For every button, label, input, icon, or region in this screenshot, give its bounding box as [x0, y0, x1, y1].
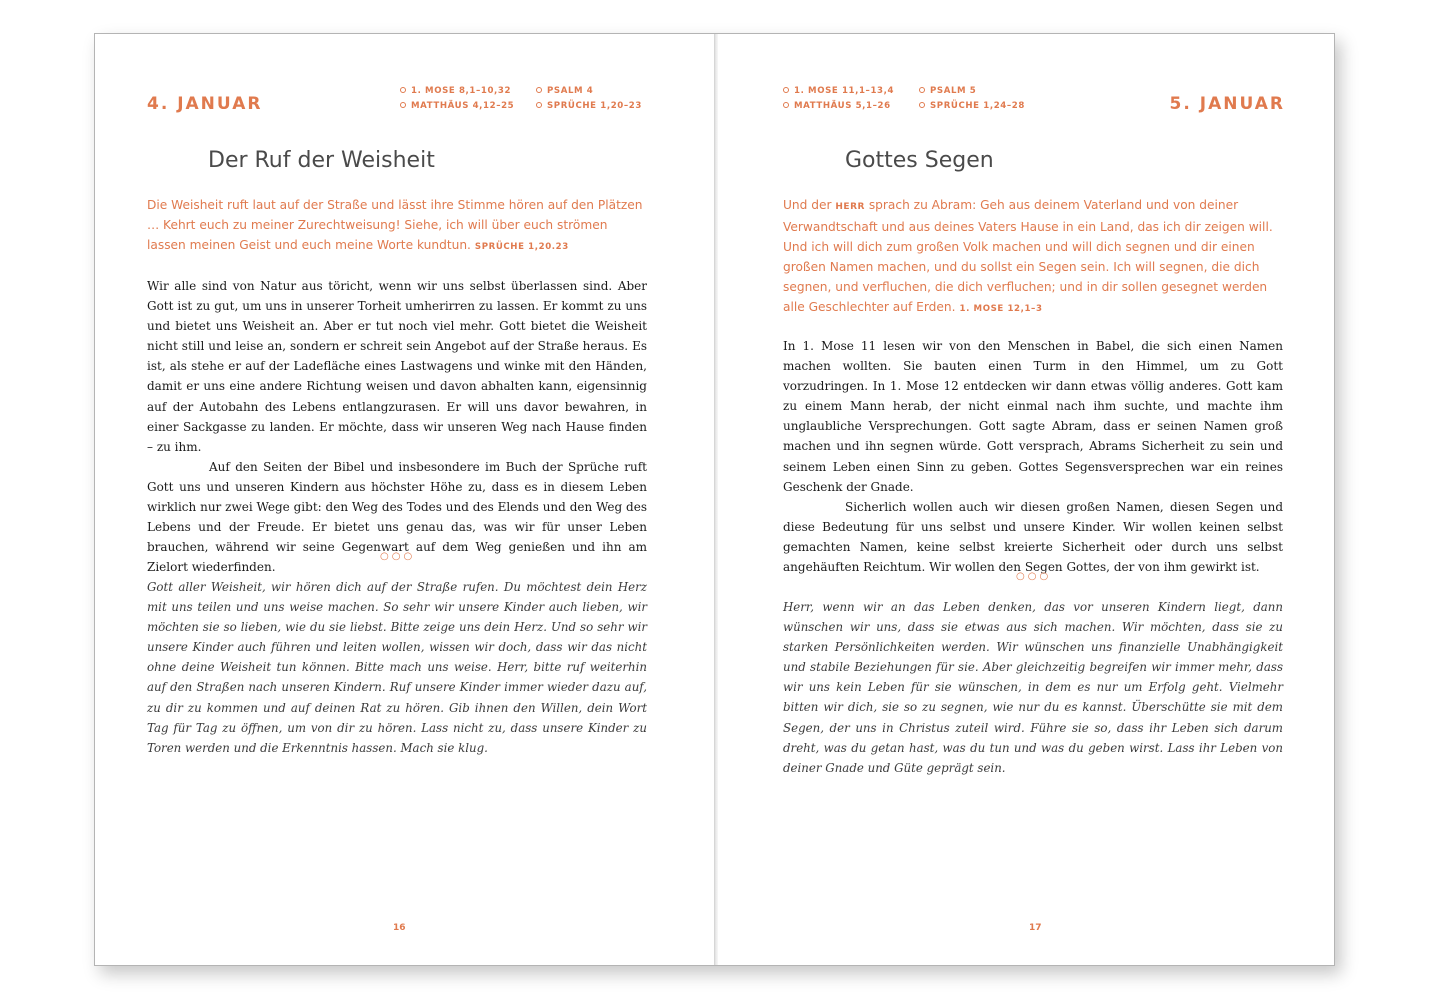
reading-item: PSALM 4 — [536, 86, 593, 96]
reading-item: MATTHÄUS 4,12–25 — [400, 101, 514, 111]
page-number: 17 — [1029, 923, 1042, 933]
prayer-text: Herr, wenn wir an das Leben denken, das vor unseren Kindern liegt, dann wünschen wir uns, dass sie etwas aus sich machen. Wir möchten, dass sie zu starken Persönlichkeiten werden. Wir wünschen uns finanzielle Unabhängigkeit und stabile Beziehungen für sie. Aber gleichzeitig begreifen wir immer mehr, dass wir uns kein Leben für sie wünschen, in dem es nur um Erfolg geht. Vielmehr bitten wir dich, sie so zu segnen, wie nur du es kannst. Überschütte sie mit dem Segen, der uns in Christus zuteil wird. Führe sie so, dass ihr Leben sich darum dreht, was du getan hast, was du tun und was du geben wirst. Lass ihr Leben von deiner Gnade und Güte geprägt sein. — [783, 600, 1283, 775]
circle-bullet-icon — [783, 102, 789, 108]
circle-bullet-icon — [919, 102, 925, 108]
circle-bullet-icon — [536, 102, 542, 108]
ornament-divider: ○○○ — [1016, 571, 1052, 582]
reading-plan — [400, 86, 660, 120]
page-number: 16 — [393, 923, 406, 933]
circle-bullet-icon — [919, 87, 925, 93]
circle-bullet-icon — [400, 102, 406, 108]
motto-lord-smallcaps: HERR — [835, 202, 865, 212]
prayer-text: Gott aller Weisheit, wir hören dich auf der Straße rufen. Du möchtest dein Herz mit uns teilen und uns weise machen. So sehr wir unsere Kinder auch lieben, wir möchten sie so lieben, wie du sie liebst. Bitte zeige uns dein Herz. Und so sehr wir unsere Kinder auch führen und leiten wollen, wissen wir doch, dass wir das nicht ohne deine Weisheit tun können. Bitte mach uns weise. Herr, bitte ruf weiterhin auf den Straßen nach unseren Kindern. Ruf unsere Kinder immer wieder dazu auf, zu dir zu kommen und auf deinen Rat zu hören. Gib ihnen den Willen, dein Wort Tag für Tag zu öffnen, um von dir zu hören. Lass nicht zu, dass unsere Kinder zu Toren werden und die Erkenntnis hassen. Mach sie klug. — [147, 580, 647, 755]
reading-item: SPRÜCHE 1,24–28 — [919, 101, 1025, 111]
page-title: Der Ruf der Weisheit — [208, 148, 435, 173]
ornament-divider: ○○○ — [380, 551, 416, 562]
scripture-motto — [147, 195, 647, 257]
book-spread — [94, 33, 1335, 966]
page-date: 5. JANUAR — [1169, 94, 1285, 114]
page-date: 4. JANUAR — [147, 94, 263, 114]
reading-plan — [783, 86, 1043, 120]
reading-item: SPRÜCHE 1,20–23 — [536, 101, 642, 111]
scripture-motto — [783, 195, 1283, 319]
motto-text: Die Weisheit ruft laut auf der Straße und lässt ihre Stimme hören auf den Plätzen … Kehrt euch zu meiner Zurechtweisung! Siehe, ich will über euch strömen lassen meinen Geist und euch meine Worte kundtun. — [147, 198, 643, 252]
motto-text-before: Und der — [783, 198, 832, 212]
circle-bullet-icon — [536, 87, 542, 93]
paragraph: Sicherlich wollen auch wir diesen großen Namen, diesen Segen und diese Bedeutung für uns selbst und unsere Kinder. Wir wollen keinen selbst gemachten Namen, keine selbst kreierte Sicherheit oder durch uns selbst angehäuften Reichtum. Wir wollen den Segen Gottes, der von ihm gewirkt ist. — [783, 499, 1283, 575]
motto-source: SPRÜCHE 1,20.23 — [474, 242, 569, 252]
right-page — [717, 34, 1336, 965]
circle-bullet-icon — [400, 87, 406, 93]
devotional-text — [147, 276, 647, 577]
reading-item: PSALM 5 — [919, 86, 976, 96]
paragraph: Wir alle sind von Natur aus töricht, wenn wir uns selbst überlassen sind. Aber Gott ist zu gut, um uns in unserer Torheit umherirren zu lassen. Er kommt zu uns und bietet uns Weisheit an. Aber er tut noch viel mehr. Gott bietet die Weisheit nicht still und leise an, sondern er schreit sein Angebot auf der Straße heraus. Es ist, als stehe er auf der Ladefläche eines Lastwagens und winke mit den Händen, damit er uns eine andere Richtung weisen und davon abhalten kann, eigensinnig auf der Autobahn des Lebens entlangzurasen. Er will uns davor bewahren, in einer Sackgasse zu landen. Er möchte, dass wir unseren Weg nach Hause finden – zu ihm. — [147, 279, 647, 454]
circle-bullet-icon — [783, 87, 789, 93]
reading-item: MATTHÄUS 5,1–26 — [783, 101, 891, 111]
page-title: Gottes Segen — [845, 148, 994, 173]
reading-item: 1. MOSE 8,1–10,32 — [400, 86, 511, 96]
motto-source: 1. MOSE 12,1–3 — [959, 304, 1043, 314]
devotional-text — [783, 336, 1283, 577]
motto-text-after: sprach zu Abram: Geh aus deinem Vaterland und von deiner Verwandtschaft und aus deines Vaters Hause in ein Land, das ich dir zeigen will. Und ich will dich zum großen Volk machen und will dich segnen und dir einen großen Namen machen, und du sollst ein Segen sein. Ich will segnen, die dich segnen, und verfluchen, die dich verfluchen; und in dir sollen gesegnet werden alle Geschlechter auf Erden. — [783, 198, 1273, 314]
reading-item: 1. MOSE 11,1–13,4 — [783, 86, 894, 96]
paragraph: Auf den Seiten der Bibel und insbesondere im Buch der Sprüche ruft Gott uns und unseren Kindern aus höchster Höhe zu, dass es in diesem Leben wirklich nur zwei Wege gibt: den Weg des Todes und des Elends und den Weg des Lebens und der Freude. Er bietet uns genau das, was wir für unser Leben brauchen, während wir seine Gegenwart auf dem Weg genießen und ihn am Zielort wiederfinden. — [147, 459, 647, 575]
paragraph: In 1. Mose 11 lesen wir von den Menschen in Babel, die sich einen Namen machen wollten. Sie bauten einen Turm in den Himmel, um zu Gott vorzudringen. In 1. Mose 12 entdecken wir dann etwas völlig anderes. Gott kam zu einem Mann herab, der nicht einmal nach ihm suchte, und machte ihm unglaubliche Versprechungen. Gott sagte Abram, dass er seinen Namen groß machen und ihn segnen würde. Gott versprach, Abrams Sicherheit zu sein und seinem Leben einen Sinn zu geben. Gottes Segensversprechen war ein reines Geschenk der Gnade. — [783, 339, 1283, 494]
left-page — [95, 34, 715, 965]
